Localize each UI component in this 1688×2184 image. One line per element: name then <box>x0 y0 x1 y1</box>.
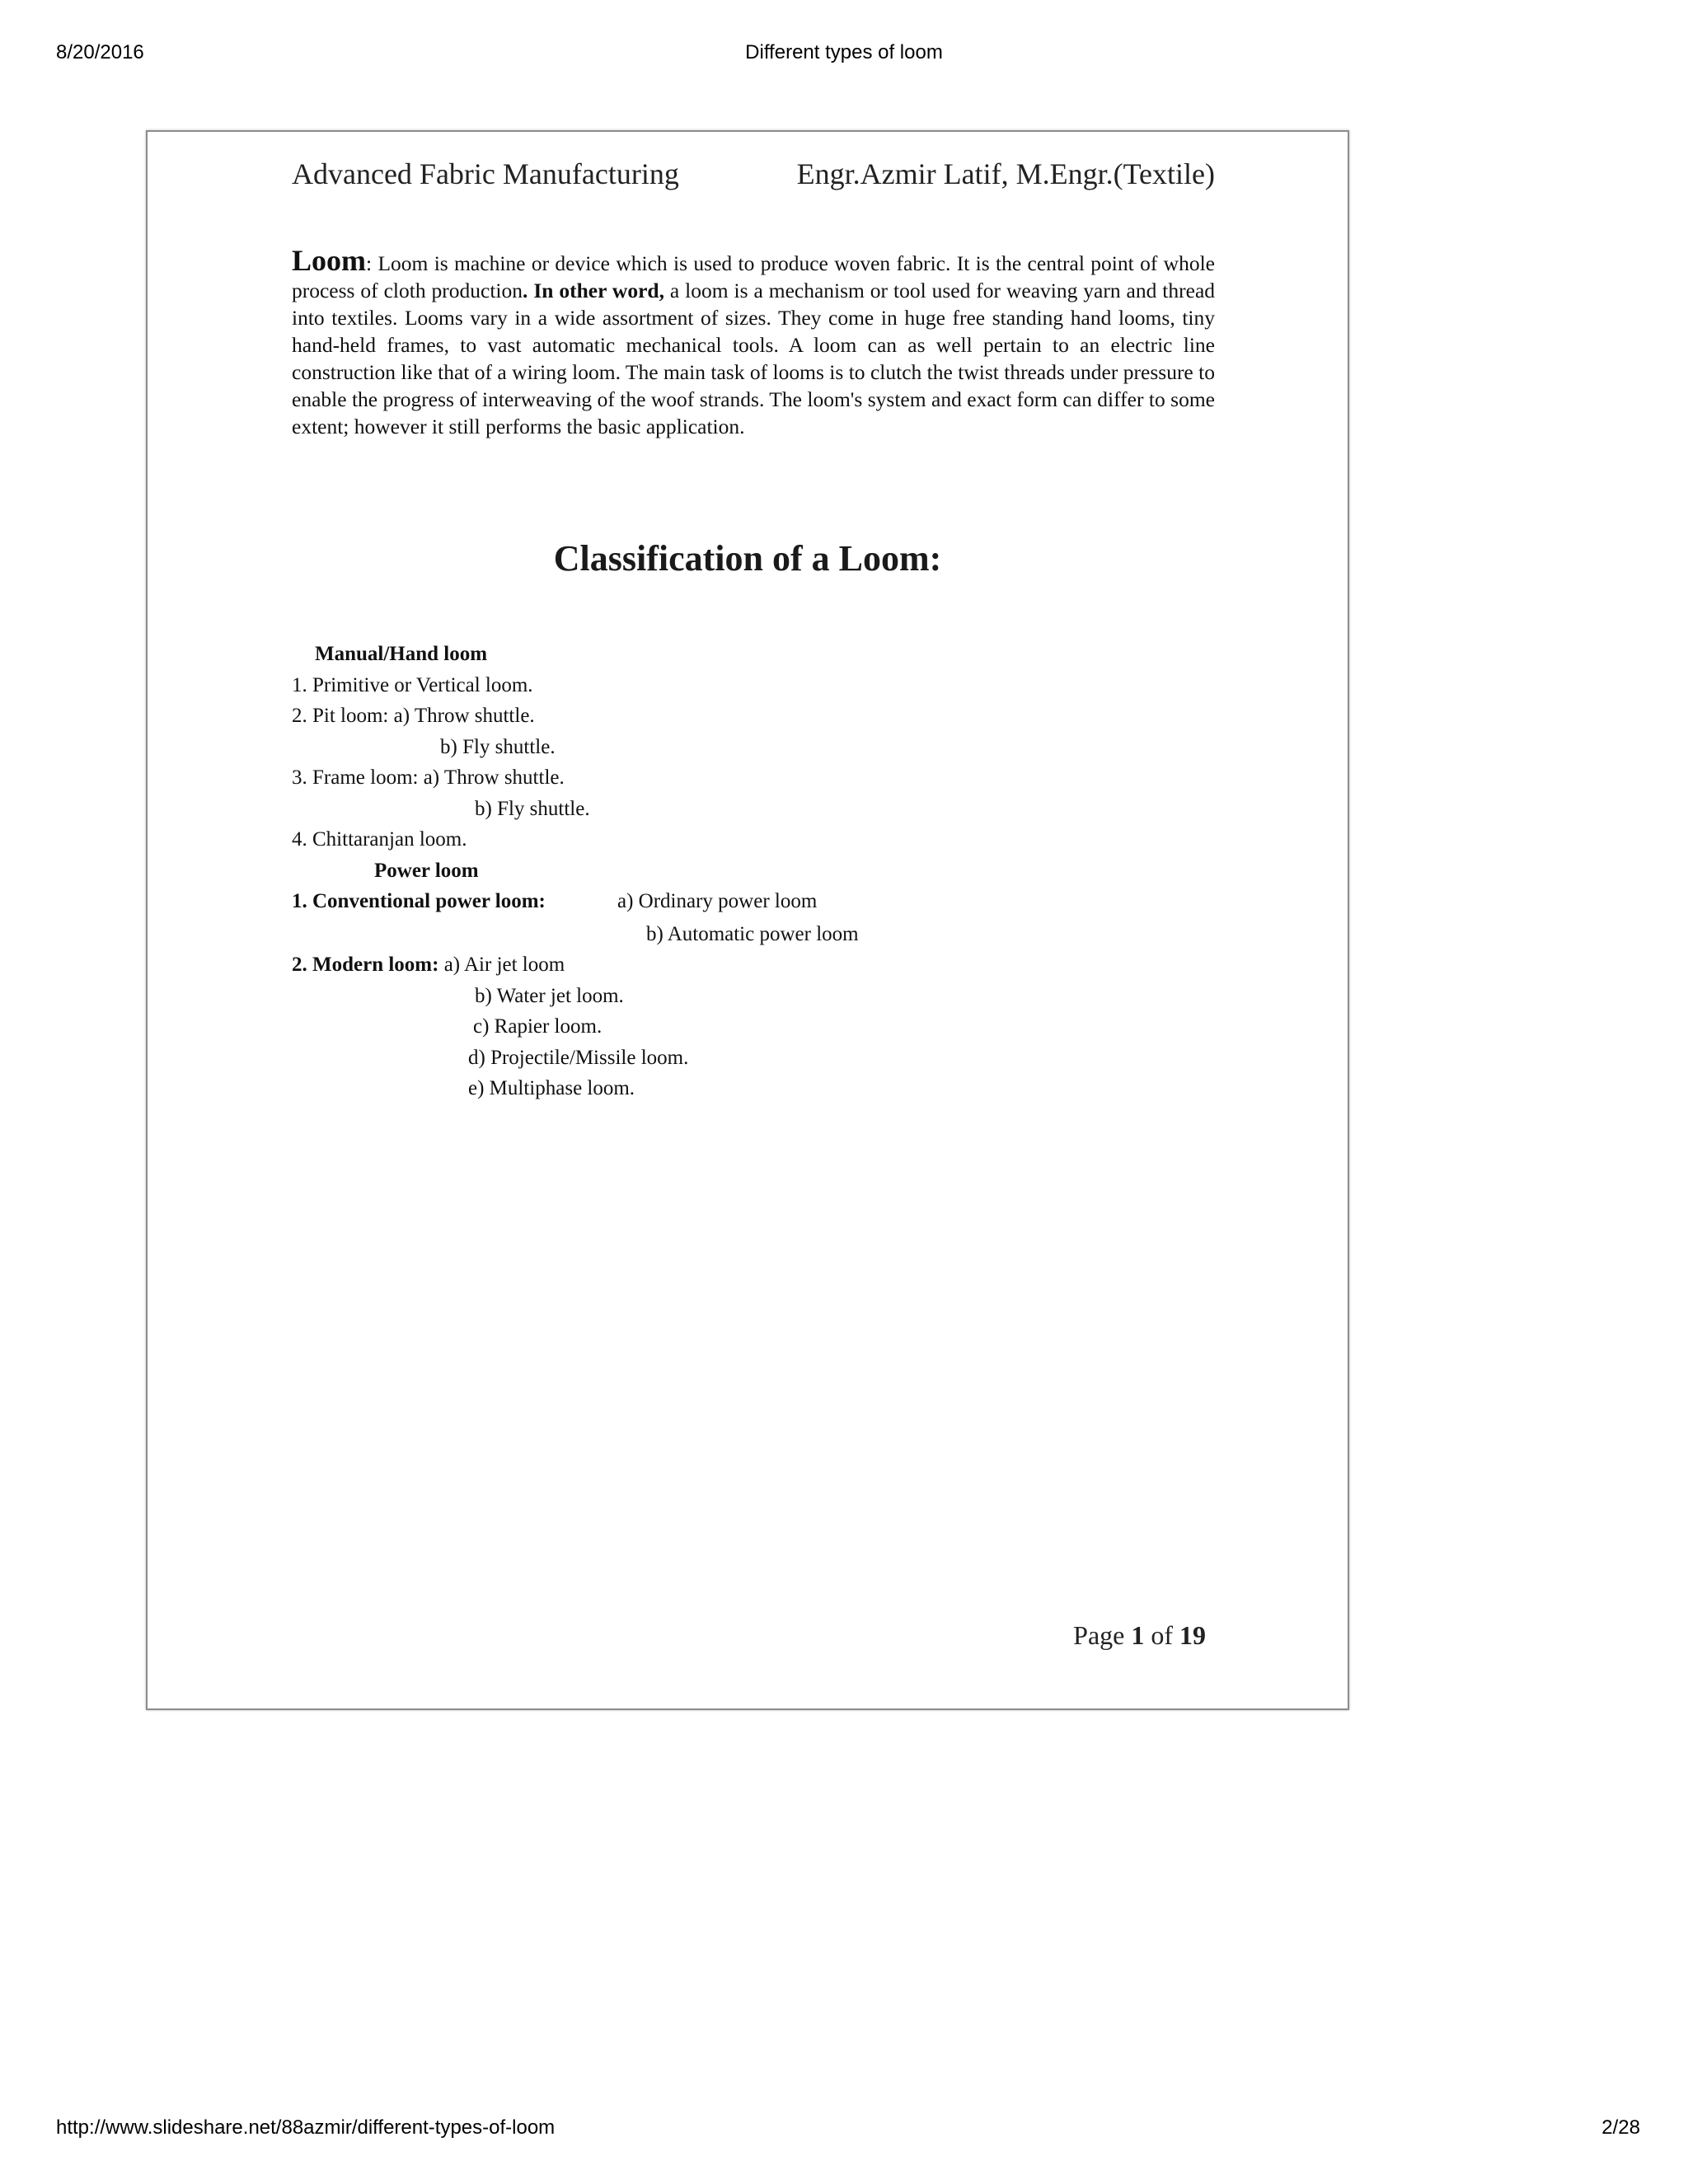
document-page <box>146 130 1349 1710</box>
list-item: 2. Pit loom: a) Throw shuttle. <box>292 705 535 727</box>
classification-title: Classification of a Loom: <box>553 538 942 579</box>
list-item: b) Fly shuttle. <box>475 798 590 820</box>
print-page-count: 2/28 <box>1601 2116 1640 2139</box>
list-item: d) Projectile/Missile loom. <box>468 1047 689 1069</box>
list-item: 1. Primitive or Vertical loom. <box>292 674 533 696</box>
power-heading: Power loom <box>374 860 479 882</box>
list-item: b) Water jet loom. <box>475 985 624 1007</box>
list-item: 2. Modern loom: a) Air jet loom <box>292 954 565 976</box>
manual-heading: Manual/Hand loom <box>315 643 488 665</box>
intro-lead: Loom <box>292 244 366 277</box>
print-title: Different types of loom <box>745 41 943 63</box>
intro-bold-phrase: . In other word, <box>523 279 664 302</box>
list-item: a) Ordinary power loom <box>617 890 818 912</box>
list-item: b) Fly shuttle. <box>440 736 556 758</box>
intro-part1: : Loom is machine or device which is used to produce woven fabric. It is the central point of whole process of cloth production <box>292 251 1215 302</box>
list-item: c) Rapier loom. <box>473 1015 603 1038</box>
list-item: 4. Chittaranjan loom. <box>292 828 467 851</box>
intro-part2: a loom is a mechanism or tool used for weaving yarn and thread into textiles. Looms vary in a wide assortment of sizes. They come in huge free standing hand looms, tiny hand-held frames, to vast automatic mechanical tools. A loom can as well pertain to an electric line construction like that of a wiring loom. The main task of looms is to clutch the twist threads under pressure to enable the progress of interweaving of the woof strands. The loom's system and exact form can differ to some extent; however it still performs the basic application. <box>292 279 1216 438</box>
author-name: Engr.Azmir Latif, M.Engr.(Textile) <box>796 157 1215 190</box>
list-item: 3. Frame loom: a) Throw shuttle. <box>292 766 565 789</box>
source-url: http://www.slideshare.net/88azmir/different-types-of-loom <box>56 2116 556 2139</box>
intro-paragraph <box>292 244 1216 440</box>
list-item: e) Multiphase loom. <box>468 1077 635 1099</box>
list-item: b) Automatic power loom <box>646 923 859 945</box>
course-name: Advanced Fabric Manufacturing <box>292 157 679 190</box>
page-number: Page 1 of 19 <box>1073 1620 1206 1650</box>
list-item: 1. Conventional power loom: <box>292 890 546 912</box>
document-header <box>292 157 1215 191</box>
print-date: 8/20/2016 <box>56 41 144 63</box>
